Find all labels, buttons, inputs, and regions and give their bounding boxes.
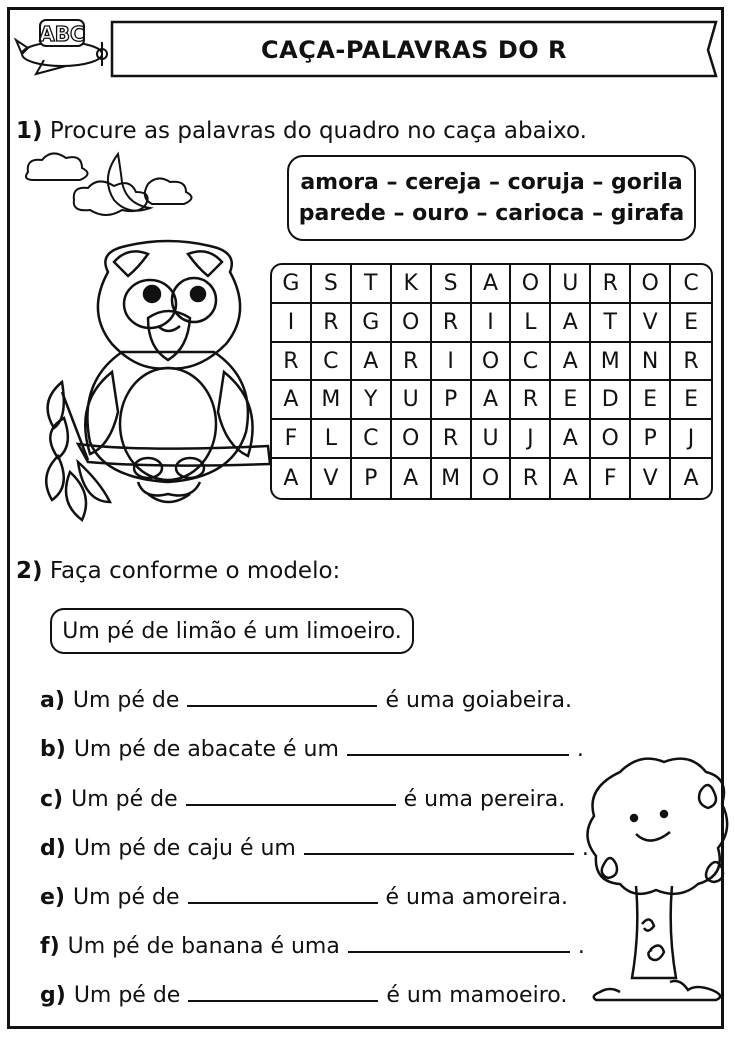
grid-cell: T	[352, 265, 392, 304]
grid-cell: K	[392, 265, 432, 304]
grid-cell: U	[472, 420, 512, 459]
grid-cell: S	[312, 265, 352, 304]
grid-cell: U	[551, 265, 591, 304]
grid-cell: C	[511, 343, 551, 382]
exercise-2-prompt	[16, 558, 340, 584]
grid-cell: C	[352, 420, 392, 459]
exercise-1-text: Procure as palavras do quadro no caça abaixo.	[49, 118, 587, 144]
item-label: d)	[40, 836, 66, 861]
grid-cell: F	[591, 459, 631, 498]
grid-cell: I	[432, 343, 472, 382]
owl-illustration	[18, 232, 278, 532]
grid-cell: G	[272, 265, 312, 304]
word-list-line: parede – ouro – carioca – girafa	[298, 201, 685, 226]
grid-cell: R	[432, 304, 472, 343]
grid-cell: A	[683, 466, 699, 492]
item-text-before: Um pé de caju é um	[73, 836, 296, 861]
grid-cell: E	[551, 381, 591, 420]
grid-cell: P	[432, 381, 472, 420]
exercise-1-prompt	[16, 118, 587, 144]
page-title: CAÇA-PALAVRAS DO R	[261, 36, 567, 64]
grid-cell: R	[671, 343, 711, 382]
grid-cell: D	[591, 381, 631, 420]
grid-cell: O	[591, 420, 631, 459]
item-text-after: é uma pereira.	[403, 787, 566, 812]
answer-blank[interactable]	[188, 902, 378, 904]
grid-cell: E	[671, 381, 711, 420]
answer-blank[interactable]	[187, 705, 377, 707]
grid-cell: V	[631, 304, 671, 343]
grid-cell: E	[671, 304, 711, 343]
item-text-after: .	[581, 836, 589, 861]
grid-cell: R	[432, 420, 472, 459]
grid-cell: G	[352, 304, 392, 343]
item-text-before: Um pé de	[72, 885, 180, 910]
moon-clouds-illustration	[18, 148, 202, 224]
grid-cell: L	[511, 304, 551, 343]
grid-cell: O	[392, 420, 432, 459]
grid-cell: R	[591, 265, 631, 304]
grid-cell: C	[671, 265, 711, 304]
model-sentence: Um pé de limão é um limoeiro.	[62, 618, 402, 644]
grid-cell: S	[432, 265, 472, 304]
grid-cell: U	[392, 381, 432, 420]
grid-cell: V	[631, 459, 671, 498]
grid-cell: J	[671, 420, 711, 459]
answer-blank[interactable]	[348, 951, 570, 953]
grid-cell: O	[511, 265, 551, 304]
fill-in-item	[40, 934, 585, 959]
model-sentence-box	[50, 608, 414, 654]
grid-cell: A	[472, 265, 512, 304]
answer-blank[interactable]	[304, 853, 574, 855]
grid-cell: M	[432, 459, 472, 498]
item-label: e)	[40, 885, 65, 910]
grid-cell: A	[392, 459, 432, 498]
fill-in-item	[40, 737, 584, 762]
grid-cell: O	[631, 265, 671, 304]
word-list-line: amora – cereja – coruja – gorila	[300, 170, 683, 195]
abc-airplane-logo	[14, 14, 110, 80]
grid-cell: M	[312, 381, 352, 420]
fill-in-item	[40, 787, 565, 812]
item-text-before: Um pé de abacate é um	[73, 737, 339, 762]
exercise-2-number: 2)	[16, 558, 43, 584]
grid-cell: R	[511, 381, 551, 420]
item-text-after: é uma amoreira.	[385, 885, 568, 910]
grid-cell: A	[551, 304, 591, 343]
word-search-grid	[270, 263, 713, 500]
grid-cell: F	[272, 420, 312, 459]
grid-cell: A	[352, 343, 392, 382]
item-text-before: Um pé de banana é uma	[67, 934, 340, 959]
grid-cell: I	[472, 304, 512, 343]
item-label: g)	[40, 983, 66, 1008]
grid-cell: A	[272, 459, 312, 498]
grid-cell: O	[472, 343, 512, 382]
item-label: f)	[40, 934, 60, 959]
grid-cell: R	[272, 343, 312, 382]
grid-cell: A	[551, 343, 591, 382]
grid-cell: A	[551, 459, 591, 498]
answer-blank[interactable]	[188, 1000, 378, 1002]
item-label: b)	[40, 737, 66, 762]
grid-cell: T	[591, 304, 631, 343]
grid-cell: R	[511, 459, 551, 498]
grid-cell: E	[631, 381, 671, 420]
grid-cell: R	[392, 343, 432, 382]
grid-cell: P	[631, 420, 671, 459]
item-text-after: é uma goiabeira.	[385, 688, 572, 713]
item-label: a)	[40, 688, 65, 713]
answer-blank[interactable]	[186, 804, 396, 806]
item-text-before: Um pé de	[73, 983, 181, 1008]
answer-blank[interactable]	[347, 754, 569, 756]
fill-in-item	[40, 983, 567, 1008]
grid-cell: C	[312, 343, 352, 382]
item-text-after: .	[577, 934, 585, 959]
grid-cell: N	[631, 343, 671, 382]
item-text-after: é um mamoeiro.	[386, 983, 568, 1008]
item-text-before: Um pé de	[71, 787, 178, 812]
pear-tree-illustration	[577, 752, 730, 1006]
grid-cell: L	[312, 420, 352, 459]
exercise-2-text: Faça conforme o modelo:	[49, 558, 341, 584]
fill-in-item	[40, 885, 568, 910]
word-list-box	[287, 155, 696, 241]
grid-cell: V	[312, 459, 352, 498]
grid-cell: M	[591, 343, 631, 382]
logo-lettering: ABC	[39, 22, 85, 46]
grid-cell: R	[312, 304, 352, 343]
grid-cell: O	[472, 459, 512, 498]
fill-in-item	[40, 836, 589, 861]
grid-cell: A	[272, 381, 312, 420]
grid-cell: J	[511, 420, 551, 459]
grid-cell: P	[352, 459, 392, 498]
grid-cell: O	[392, 304, 432, 343]
item-text-before: Um pé de	[72, 688, 180, 713]
grid-cell: A	[472, 381, 512, 420]
fill-in-item	[40, 688, 572, 713]
grid-cell: Y	[352, 381, 392, 420]
grid-cell: A	[551, 420, 591, 459]
item-text-after: .	[576, 737, 584, 762]
item-label: c)	[40, 787, 64, 812]
grid-cell: I	[272, 304, 312, 343]
exercise-1-number: 1)	[16, 118, 43, 144]
